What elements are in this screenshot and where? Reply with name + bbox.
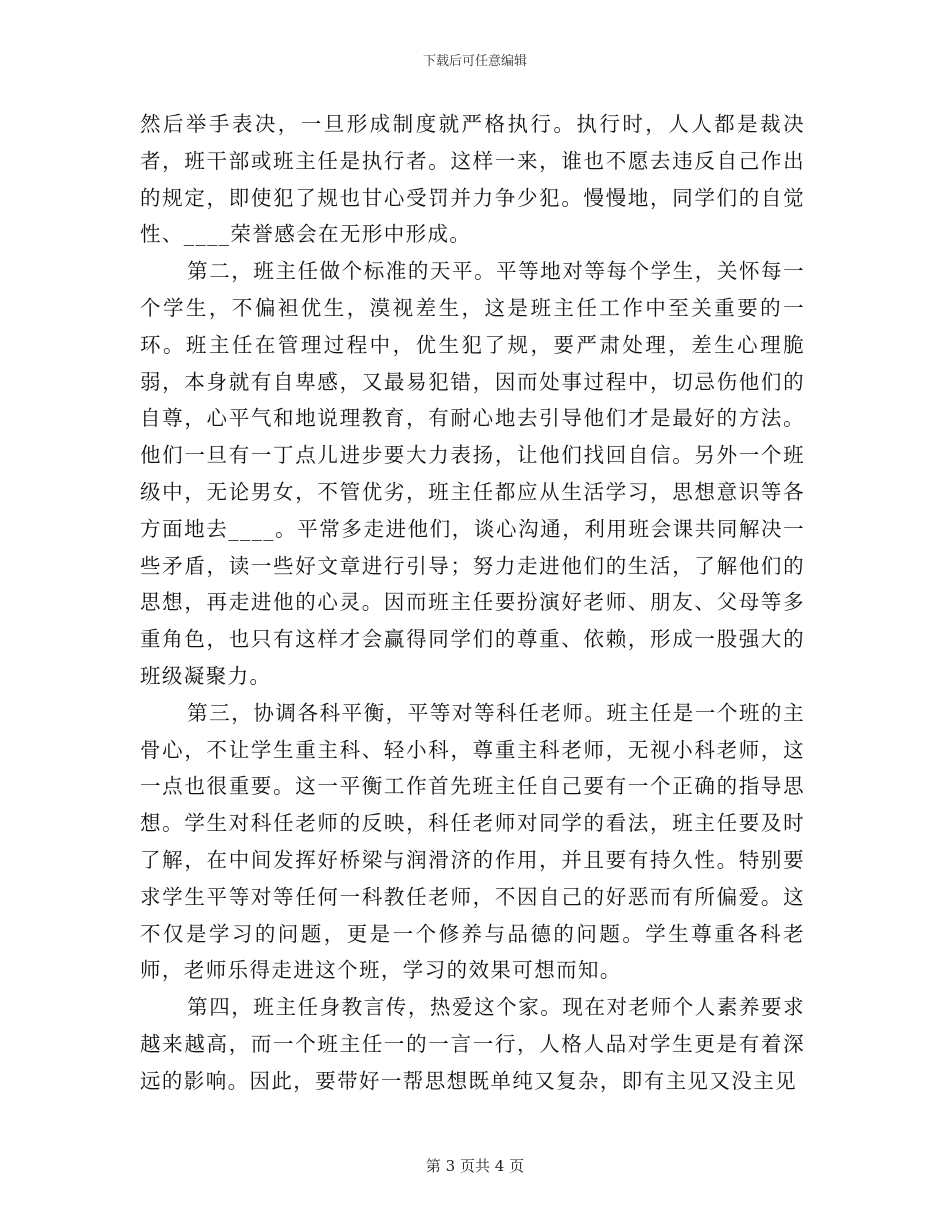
paragraph-continuation: 然后举手表决，一旦形成制度就严格执行。执行时，人人都是裁决者，班干部或班主任是执行者。这样一来，谁也不愿去违反自己作出的规定，即使犯了规也甘心受罚并力争少犯。慢慢地，同学们的自觉性、____荣誉感会在无形中形成。 <box>140 112 805 247</box>
paragraph-second-point: 第二，班主任做个标准的天平。平等地对等每个学生，关怀每一个学生，不偏袒优生，漠视差生，这是班主任工作中至关重要的一环。班主任在管理过程中，优生犯了规，要严肃处理，差生心理脆弱，本身就有自卑感，又最易犯错，因而处事过程中，切忌伤他们的自尊，心平气和地说理教育，有耐心地去引导他们才是最好的方法。他们一旦有一丁点儿进步要大力表扬，让他们找回自信。另外一个班级中，无论男女，不管优劣，班主任都应从生活学习，思想意识等各方面地去____。平常多走进他们，谈心沟通，利用班会课共同解决一些矛盾，读一些好文章进行引导；努力走进他们的生活，了解他们的思想，再走进他的心灵。因而班主任要扮演好老师、朋友、父母等多重角色，也只有这样才会赢得同学们的尊重、依赖，形成一股强大的班级凝聚力。 <box>140 259 805 688</box>
page-header: 下载后可任意编辑 <box>422 54 527 69</box>
paragraph-third-point: 第三，协调各科平衡，平等对等科任老师。班主任是一个班的主骨心，不让学生重主科、轻小科，尊重主科老师，无视小科老师，这一点也很重要。这一平衡工作首先班主任自己要有一个正确的指导思想。学生对科任老师的反映，科任老师对同学的看法，班主任要及时了解，在中间发挥好桥梁与润滑济的作用，并且要有持久性。特别要求学生平等对等任何一科教任老师，不因自己的好恶而有所偏爱。这不仅是学习的问题，更是一个修养与品德的问题。学生尊重各科老师，老师乐得走进这个班，学习的效果可想而知。 <box>140 700 805 983</box>
paragraph-fourth-point: 第四，班主任身教言传，热爱这个家。现在对老师个人素养要求越来越高，而一个班主任一的一言一行，人格人品对学生更是有着深远的影响。因此，要带好一帮思想既单纯又复杂，即有主见又没主见 <box>140 995 805 1093</box>
document-body <box>140 106 805 1100</box>
page-number-footer: 第 3 页共 4 页 <box>425 1157 525 1175</box>
